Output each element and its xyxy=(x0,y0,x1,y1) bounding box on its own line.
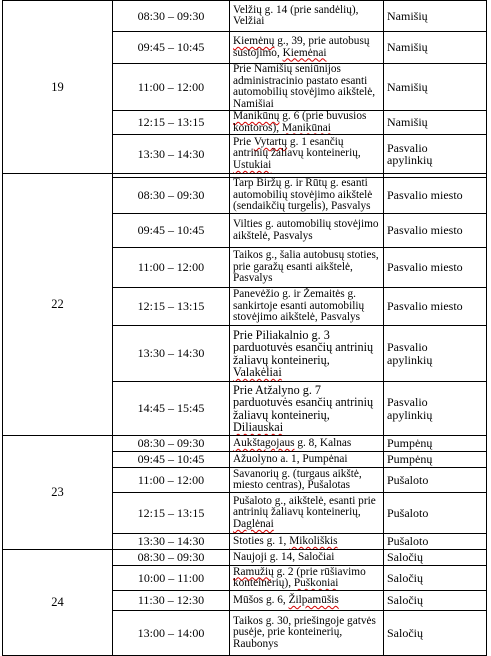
spellcheck-underline: Manikūnai xyxy=(281,121,331,134)
address-line xyxy=(233,421,380,434)
address-line: parduotuvės esančių antrinių xyxy=(233,340,374,354)
time-cell: 08:30 – 09:30 xyxy=(113,178,230,214)
address-line: antrinių žaliavų konteinerių, xyxy=(233,147,361,160)
address-line: Prie Piliakalnio g. 3 xyxy=(233,327,330,342)
region-cell xyxy=(384,214,487,248)
region-cell xyxy=(384,178,487,214)
spellcheck-underline: Vytartų xyxy=(253,135,288,148)
address-line: Taikos g. 30, priešingoje gatvės xyxy=(233,614,376,627)
time-cell: 10:00 – 11:00 xyxy=(113,566,230,591)
address-line: žaliavų konteinerių, xyxy=(233,352,330,367)
day-cell: 19 xyxy=(3,1,113,174)
spellcheck-underline: Ustukiai xyxy=(233,158,272,171)
address-line: Prie Vytartų g. 1 esančių xyxy=(233,135,344,148)
address-line: sustojimo, Kiemėnai xyxy=(233,46,327,59)
address-line: žaliavų konteinerių, xyxy=(233,407,330,422)
address-line: automobilių stovėjimo aikštelė xyxy=(233,188,373,201)
region-line: Pasvalio xyxy=(387,395,428,409)
address-line: Stoties g. 1, Mikoliškis xyxy=(233,534,338,547)
day-cell: 23 xyxy=(3,436,113,550)
region-line: Pasvalio xyxy=(387,140,428,155)
address-cell xyxy=(230,288,384,326)
time-cell: 12:15 – 13:15 xyxy=(113,111,230,135)
time-cell: 09:45 – 10:45 xyxy=(113,32,230,64)
address-line: aikštelė, Pasvalys xyxy=(233,229,313,242)
time-cell: 11:00 – 12:00 xyxy=(113,468,230,493)
region-cell xyxy=(384,436,487,452)
region-line: apylinkių xyxy=(387,407,433,422)
spellcheck-underline: Žilpamūšis xyxy=(288,593,339,606)
address-line: Aukštagojaus g. 8, Kalnas xyxy=(233,436,352,449)
region-line: Saločių xyxy=(387,570,423,585)
time-cell: 11:00 – 12:00 xyxy=(113,248,230,288)
address-cell xyxy=(230,111,384,135)
time-cell: 09:45 – 10:45 xyxy=(113,214,230,248)
region-cell xyxy=(384,382,487,436)
region-line: Saločių xyxy=(387,625,423,640)
region-line: Pasvalio miesto xyxy=(387,188,463,203)
address-line: antrinių žaliavų konteinerių, xyxy=(233,506,361,519)
address-cell xyxy=(230,1,384,32)
spellcheck-underline: Kiemėnų xyxy=(233,35,275,47)
address-cell xyxy=(230,214,384,248)
address-line: Tarp Biržų g. ir Rūtų g. esanti xyxy=(233,177,368,190)
spellcheck-underline: Daglėnai xyxy=(233,517,274,530)
time-cell: 12:15 – 13:15 xyxy=(113,493,230,534)
address-line: kontoros), Manikūnai xyxy=(233,121,331,134)
address-line: automobilių stovėjimo aikštelė, xyxy=(233,86,376,98)
address-line: Velžiai xyxy=(233,15,265,27)
address-line: Kiemėnų g., 39, prie autobusų xyxy=(233,35,370,47)
schedule-row xyxy=(3,436,487,452)
region-cell xyxy=(384,468,487,493)
address-line: administracinio pastato esanti xyxy=(233,74,368,87)
region-cell xyxy=(384,326,487,382)
address-cell xyxy=(230,436,384,452)
address-cell xyxy=(230,468,384,493)
region-cell xyxy=(384,111,487,135)
address-line: sankirtoje esanti automobilių xyxy=(233,299,365,312)
address-line: prie garažų esanti aikštelė, xyxy=(233,260,353,273)
address-line: miesto centras), Pušalotas xyxy=(233,479,351,491)
region-line: Namišių xyxy=(387,40,428,55)
address-cell xyxy=(230,591,384,611)
time-cell: 13:30 – 14:30 xyxy=(113,534,230,550)
region-line: Pušaloto xyxy=(387,472,429,487)
region-line: Pumpėnų xyxy=(387,436,433,451)
day-cell: 22 xyxy=(3,174,113,436)
address-line: Namišiai xyxy=(233,97,274,110)
region-line: apylinkių xyxy=(387,352,433,367)
region-line: Namišių xyxy=(387,79,428,94)
schedule-row xyxy=(3,550,487,566)
region-line: Pasvalio miesto xyxy=(387,299,463,314)
address-cell xyxy=(230,178,384,214)
region-cell xyxy=(384,248,487,288)
region-line: Pasvalio miesto xyxy=(387,260,463,275)
address-line: Taikos g., šalia autobusų stoties, xyxy=(233,249,379,262)
time-cell: 13:00 – 14:00 xyxy=(113,611,230,656)
day-cell: 24 xyxy=(3,550,113,656)
region-line: Namišių xyxy=(387,8,428,23)
spellcheck-underline: Aukštagojaus xyxy=(233,436,295,449)
region-cell xyxy=(384,1,487,32)
address-line: Prie Atžalyno g. 7 xyxy=(233,382,322,397)
address-cell xyxy=(230,248,384,288)
time-cell: 11:30 – 12:30 xyxy=(113,591,230,611)
region-cell xyxy=(384,611,487,656)
schedule-row xyxy=(3,1,487,32)
region-cell xyxy=(384,550,487,566)
address-line: Naujoji g. 14, Saločiai xyxy=(233,550,335,563)
spellcheck-underline: Mikoliškis xyxy=(289,534,338,547)
spellcheck-underline: Puškoniai xyxy=(293,577,339,589)
time-cell: 14:45 – 15:45 xyxy=(113,382,230,436)
address-line: konteinerių), Puškoniai xyxy=(233,577,339,589)
address-line xyxy=(233,366,380,379)
address-cell xyxy=(230,64,384,111)
spellcheck-underline: Kiemėnai xyxy=(282,46,327,59)
time-cell: 08:30 – 09:30 xyxy=(113,436,230,452)
spellcheck-underline: Diliauskai xyxy=(233,420,284,434)
region-line: Pušaloto xyxy=(387,505,429,520)
address-cell xyxy=(230,534,384,550)
address-line: Vilties g. automobilių stovėjimo xyxy=(233,218,379,230)
address-cell xyxy=(230,550,384,566)
region-line: Namišių xyxy=(387,115,428,130)
region-line: Pasvalio xyxy=(387,340,428,354)
spellcheck-underline: Ramužių xyxy=(233,565,274,578)
region-line: apylinkių xyxy=(387,153,433,167)
address-line: Pasvalys xyxy=(233,272,273,285)
address-line: parduotuvės esančių antrinių xyxy=(233,395,374,409)
address-line: Mūšos g. 6, Žilpamūšis xyxy=(233,593,339,606)
region-cell xyxy=(384,591,487,611)
region-cell xyxy=(384,135,487,174)
region-line: Saločių xyxy=(387,550,423,565)
time-cell: 13:30 – 14:30 xyxy=(113,326,230,382)
address-cell xyxy=(230,493,384,534)
address-line: stovėjimo aikštelė, Pasvalys xyxy=(233,311,361,324)
address-line xyxy=(233,519,380,531)
schedule-table xyxy=(2,0,487,656)
address-line: Raubonys xyxy=(233,637,279,650)
region-cell xyxy=(384,534,487,550)
address-line: (sendaikčių turgelis), Pasvalys xyxy=(233,200,371,213)
address-line: Ažuolyno a. 1, Pumpėnai xyxy=(233,452,348,465)
time-cell: 11:00 – 12:00 xyxy=(113,64,230,111)
address-cell xyxy=(230,32,384,64)
address-cell xyxy=(230,135,384,174)
region-cell xyxy=(384,64,487,111)
region-line: Pumpėnų xyxy=(387,452,433,467)
spellcheck-underline: Manikūnų xyxy=(233,110,280,122)
region-line: Saločių xyxy=(387,593,423,608)
schedule-body xyxy=(3,1,487,656)
region-line: Pušaloto xyxy=(387,534,429,549)
time-cell: 13:30 – 14:30 xyxy=(113,135,230,174)
time-cell: 08:30 – 09:30 xyxy=(113,1,230,32)
time-cell: 12:15 – 13:15 xyxy=(113,288,230,326)
address-line: Velžių g. 14 (prie sandėlių), xyxy=(233,3,359,16)
region-cell xyxy=(384,493,487,534)
region-cell xyxy=(384,452,487,468)
address-line: Pušaloto g., aikštelė, esanti prie xyxy=(233,494,376,507)
region-cell xyxy=(384,32,487,64)
address-cell xyxy=(230,382,384,436)
address-line xyxy=(233,160,380,172)
address-cell xyxy=(230,611,384,656)
address-cell xyxy=(230,326,384,382)
address-line: Ramužių g. 2 (prie rūšiavimo xyxy=(233,565,366,578)
time-cell: 09:45 – 10:45 xyxy=(113,452,230,468)
address-line: Savanorių g. (turgaus aikštė, xyxy=(233,467,362,480)
address-line: Panevėžio g. ir Žemaitės g. xyxy=(233,288,356,301)
address-line: Manikūnų g. 6 (prie buvusios xyxy=(233,110,367,122)
address-cell xyxy=(230,566,384,591)
region-cell xyxy=(384,566,487,591)
region-cell xyxy=(384,288,487,326)
region-line: Pasvalio miesto xyxy=(387,223,463,238)
address-line: pusėje, prie konteinerių, xyxy=(233,626,343,639)
address-cell xyxy=(230,452,384,468)
time-cell: 08:30 – 09:30 xyxy=(113,550,230,566)
spellcheck-underline: Valakėliai xyxy=(233,365,282,379)
address-line: Prie Namišių seniūnijos xyxy=(233,63,341,75)
